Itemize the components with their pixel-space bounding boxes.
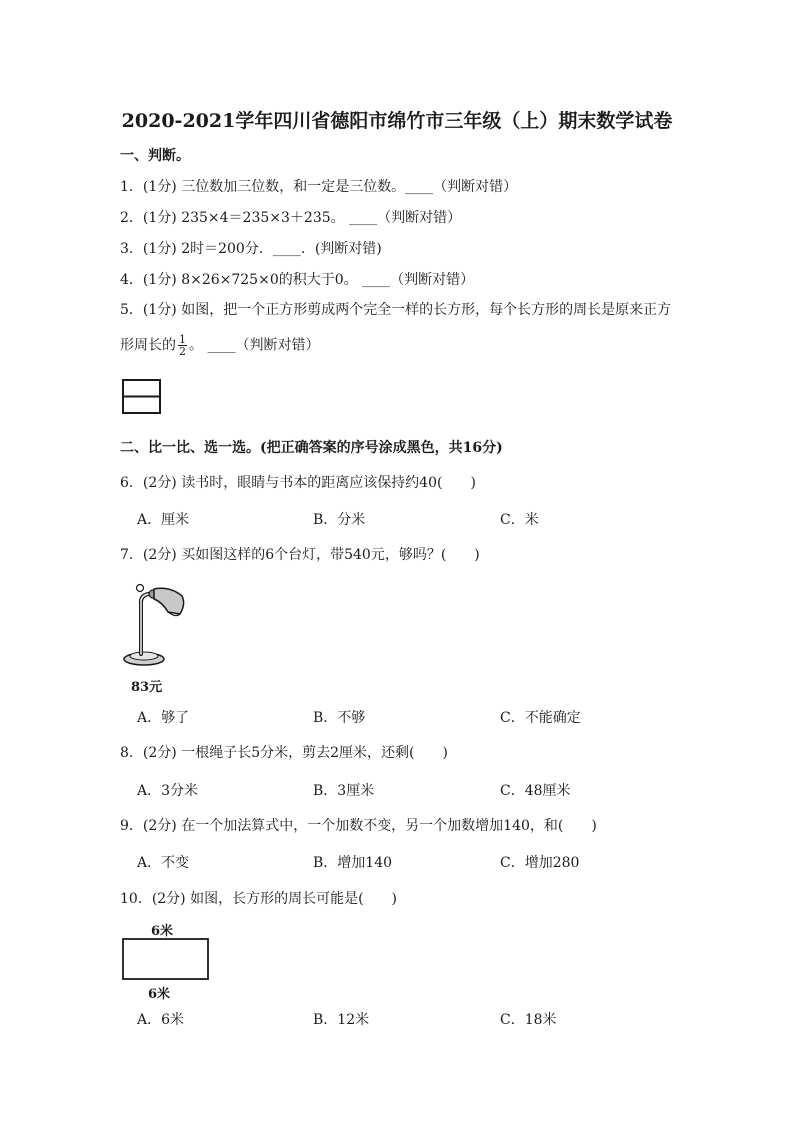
section-heading-judge: 一、判断。 — [120, 148, 190, 164]
question-1: 1．(1分) 三位数加三位数，和一定是三位数。____（判断对错） — [120, 179, 518, 195]
q7-option-a: A．够了 — [137, 710, 190, 726]
question-5-line-1: 5．(1分) 如图，把一个正方形剪成两个完全一样的长方形，每个长方形的周长是原来正方 — [120, 302, 672, 318]
question-5-text-pre: 形周长的 — [120, 337, 176, 354]
square-cut-diagram — [122, 379, 162, 415]
rectangle-outline — [123, 939, 208, 979]
q10-option-a: A．6米 — [137, 1012, 185, 1028]
q9-option-c: C．增加280 — [500, 855, 580, 871]
q8-option-b: B．3厘米 — [313, 783, 375, 799]
section-heading-choose: 二、比一比、选一选。(把正确答案的序号涂成黑色，共16分) — [120, 440, 503, 456]
fraction-one-half — [178, 334, 187, 357]
q7-option-c: C．不能确定 — [500, 710, 581, 726]
lamp-shade — [154, 588, 184, 614]
fraction-numerator: 1 — [179, 333, 186, 346]
lamp-knob — [137, 585, 144, 592]
q7-option-b: B．不够 — [313, 710, 366, 726]
q8-option-a: A．3分米 — [137, 783, 199, 799]
question-9: 9．(2分) 在一个加法算式中，一个加数不变，另一个加数增加140，和( ) — [120, 818, 597, 834]
question-3: 3．(1分) 2时＝200分．____．(判断对错) — [120, 241, 382, 257]
question-6: 6．(2分) 读书时，眼睛与书本的距离应该保持约40( ) — [120, 475, 476, 491]
q10-option-c: C．18米 — [500, 1012, 557, 1028]
q8-option-c: C．48厘米 — [500, 783, 571, 799]
rectangle-top-label: 6米 — [151, 924, 174, 939]
q6-option-c: C．米 — [500, 512, 539, 528]
q6-option-a: A．厘米 — [137, 512, 190, 528]
question-7: 7．(2分) 买如图这样的6个台灯，带540元，够吗？( ) — [120, 547, 480, 563]
q9-option-b: B．增加140 — [313, 855, 393, 871]
q9-option-a: A．不变 — [137, 855, 190, 871]
fraction-denominator: 2 — [179, 345, 186, 358]
lamp-base-top — [130, 652, 158, 660]
question-5-line-2 — [120, 334, 319, 357]
question-10: 10．(2分) 如图，长方形的周长可能是( ) — [120, 891, 398, 907]
q6-option-b: B．分米 — [313, 512, 366, 528]
lamp-price-label: 83元 — [131, 680, 163, 695]
rectangle-bottom-label: 6米 — [148, 987, 171, 1002]
question-2: 2．(1分) 235×4＝235×3＋235。 ____（判断对错） — [120, 210, 462, 226]
question-4: 4．(1分) 8×26×725×0的积大于0。 ____（判断对错） — [120, 272, 475, 288]
rectangle-diagram — [122, 938, 210, 982]
q10-option-b: B．12米 — [313, 1012, 370, 1028]
question-8: 8．(2分) 一根绳子长5分米，剪去2厘米，还剩( ) — [120, 745, 448, 761]
lamp-arm — [141, 594, 153, 654]
desk-lamp-icon — [118, 582, 188, 670]
exam-title: 2020-2021学年四川省德阳市绵竹市三年级（上）期末数学试卷 — [121, 110, 673, 132]
question-5-text-post: 。 ____（判断对错） — [189, 337, 320, 354]
